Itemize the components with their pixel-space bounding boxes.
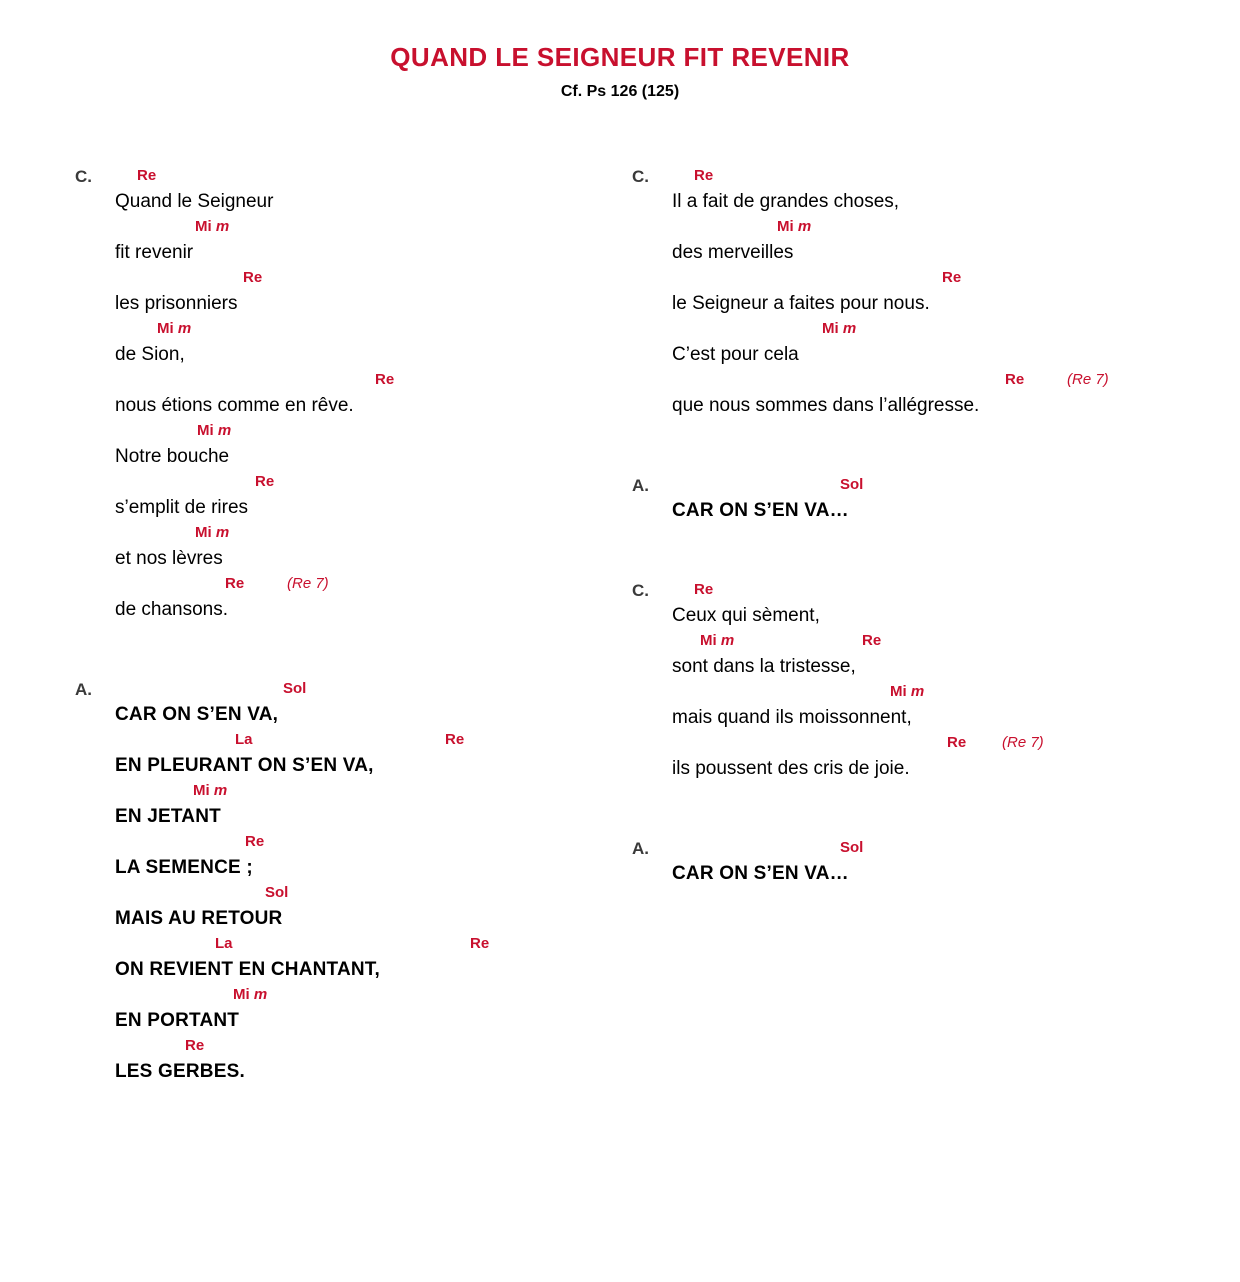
chord-label: Re xyxy=(375,371,395,388)
chord-row xyxy=(115,884,595,905)
block-spacer xyxy=(632,914,1152,944)
chord-label xyxy=(233,986,267,1003)
block-marker: C. xyxy=(632,581,649,600)
lyric-text: les prisonniers xyxy=(115,293,238,314)
chord-row xyxy=(115,422,595,443)
chord-label xyxy=(890,683,924,700)
lyric-line xyxy=(115,320,595,369)
chord-label xyxy=(157,320,191,337)
chord-label: Re xyxy=(185,1037,205,1054)
chord-label: Re xyxy=(243,269,263,286)
chord-row xyxy=(672,320,1152,341)
chord-row xyxy=(115,731,595,752)
block-marker: C. xyxy=(75,167,92,186)
chord-row xyxy=(672,632,1152,653)
chord-row xyxy=(115,371,595,392)
block-spacer xyxy=(632,446,1152,476)
lyric-text: EN PLEURANT ON S’EN VA, xyxy=(115,755,374,776)
lyric-text: CAR ON S’EN VA… xyxy=(672,863,849,884)
chord-label: Re xyxy=(225,575,245,592)
chord-label: Re xyxy=(245,833,265,850)
lyric-text: s’emplit de rires xyxy=(115,497,249,518)
chord-row xyxy=(115,320,595,341)
lyric-line xyxy=(115,269,595,318)
lyric-line xyxy=(115,473,595,522)
lyric-text: MAIS AU RETOUR xyxy=(115,908,283,929)
chord-label xyxy=(195,218,229,235)
verse-block xyxy=(632,581,1152,783)
lyric-text: des merveilles xyxy=(672,242,794,263)
lyric-line xyxy=(672,632,1152,681)
chord-label xyxy=(700,632,734,649)
chord-row xyxy=(672,581,1152,602)
block-marker: C. xyxy=(632,167,649,186)
chord-row xyxy=(115,269,595,290)
chord-label: Re xyxy=(137,167,157,184)
chord-row xyxy=(115,986,595,1007)
lyric-line xyxy=(672,269,1152,318)
verse-block xyxy=(632,167,1152,420)
chord-label xyxy=(777,218,811,235)
chord-root: Mi xyxy=(197,422,214,439)
lyric-text: CAR ON S’EN VA, xyxy=(115,704,279,725)
lyric-line xyxy=(115,524,595,573)
chord-label: Sol xyxy=(265,884,289,901)
left-column xyxy=(75,167,595,1112)
chord-row xyxy=(115,218,595,239)
chord-label: Re xyxy=(255,473,275,490)
block-body xyxy=(672,839,1152,888)
lyric-text: sont dans la tristesse, xyxy=(672,656,856,677)
lyric-line xyxy=(115,167,595,216)
lyric-text: et nos lèvres xyxy=(115,548,223,569)
block-body xyxy=(115,680,595,1086)
chord-label: La xyxy=(215,935,233,952)
chord-quality: m xyxy=(720,632,735,649)
chord-row xyxy=(672,218,1152,239)
chord-quality: m xyxy=(215,218,230,235)
refrain-block xyxy=(632,839,1152,888)
lyric-line xyxy=(115,833,595,882)
lyric-line xyxy=(672,683,1152,732)
lyric-text: que nous sommes dans l’allégresse. xyxy=(672,395,980,416)
chord-root: Mi xyxy=(233,986,250,1003)
verse-block xyxy=(75,167,595,624)
page-title: QUAND LE SEIGNEUR FIT REVENIR xyxy=(390,42,850,72)
lyric-text: LES GERBES. xyxy=(115,1061,245,1082)
lyric-line xyxy=(115,884,595,933)
chord-row xyxy=(672,167,1152,188)
chord-label: Re xyxy=(470,935,490,952)
chord-root: Mi xyxy=(193,782,210,799)
refrain-block xyxy=(75,680,595,1086)
chord-quality: m xyxy=(910,683,925,700)
chord-label: Sol xyxy=(840,476,864,493)
chord-label xyxy=(195,524,229,541)
chord-label: Re xyxy=(1005,371,1025,388)
lyric-line xyxy=(115,935,595,984)
chord-quality: m xyxy=(217,422,232,439)
chord-root: Mi xyxy=(157,320,174,337)
block-body xyxy=(672,581,1152,783)
lyric-line xyxy=(672,476,1152,525)
lyric-line xyxy=(115,218,595,267)
lyric-line xyxy=(115,680,595,729)
lyric-text: LA SEMENCE ; xyxy=(115,857,253,878)
chord-label: Sol xyxy=(283,680,307,697)
lyric-text: Notre bouche xyxy=(115,446,230,467)
lyric-line xyxy=(115,371,595,420)
chord-label: Re xyxy=(862,632,882,649)
refrain-block xyxy=(632,476,1152,525)
chord-label xyxy=(193,782,227,799)
chord-root: Mi xyxy=(777,218,794,235)
chord-row xyxy=(672,839,1152,860)
chord-quality: m xyxy=(253,986,268,1003)
lyric-text: de chansons. xyxy=(115,599,229,620)
chord-label xyxy=(197,422,231,439)
chord-row xyxy=(115,782,595,803)
lyric-line xyxy=(115,575,595,624)
chord-row xyxy=(115,935,595,956)
chord-quality: m xyxy=(842,320,857,337)
lyric-text: CAR ON S’EN VA… xyxy=(672,500,849,521)
chord-row xyxy=(115,833,595,854)
chord-quality: m xyxy=(215,524,230,541)
block-body xyxy=(115,167,595,624)
lyric-text: ils poussent des cris de joie. xyxy=(672,758,910,779)
chord-root: Mi xyxy=(195,524,212,541)
chord-label: La xyxy=(235,731,253,748)
chord-row xyxy=(672,476,1152,497)
block-body xyxy=(672,167,1152,420)
chord-row xyxy=(672,683,1152,704)
lyric-text: mais quand ils moissonnent, xyxy=(672,707,912,728)
chord-root: Mi xyxy=(890,683,907,700)
lyric-line xyxy=(672,167,1152,216)
chord-root: Mi xyxy=(700,632,717,649)
chord-label: Re xyxy=(694,167,714,184)
lyric-text: le Seigneur a faites pour nous. xyxy=(672,293,930,314)
chord-label: (Re 7) xyxy=(1002,734,1044,751)
chord-row xyxy=(115,575,595,596)
chord-row xyxy=(672,734,1152,755)
lyric-line xyxy=(672,581,1152,630)
lyric-text: ON REVIENT EN CHANTANT, xyxy=(115,959,380,980)
chord-root: Mi xyxy=(822,320,839,337)
right-column xyxy=(632,167,1152,944)
chord-row xyxy=(115,680,595,701)
chord-row xyxy=(115,524,595,545)
chord-row xyxy=(115,473,595,494)
lyric-text: nous étions comme en rêve. xyxy=(115,395,354,416)
lyric-line xyxy=(672,218,1152,267)
lyric-line xyxy=(115,986,595,1035)
lyric-text: EN JETANT xyxy=(115,806,221,827)
lyric-line xyxy=(115,1037,595,1086)
chord-label: (Re 7) xyxy=(1067,371,1109,388)
block-body xyxy=(672,476,1152,525)
lyric-line xyxy=(672,320,1152,369)
chord-label: Re xyxy=(942,269,962,286)
chord-label: Re xyxy=(947,734,967,751)
chord-label: Re xyxy=(445,731,465,748)
chord-label: Sol xyxy=(840,839,864,856)
lyric-line xyxy=(672,839,1152,888)
lyric-text: Quand le Seigneur xyxy=(115,191,274,212)
block-marker: A. xyxy=(632,476,649,495)
block-marker: A. xyxy=(632,839,649,858)
chord-row xyxy=(115,1037,595,1058)
chord-label xyxy=(822,320,856,337)
chord-quality: m xyxy=(797,218,812,235)
block-spacer xyxy=(632,809,1152,839)
chord-quality: m xyxy=(213,782,228,799)
lyric-text: C’est pour cela xyxy=(672,344,799,365)
lyric-line xyxy=(115,782,595,831)
song-sheet-page xyxy=(0,42,1240,1282)
lyric-text: fit revenir xyxy=(115,242,194,263)
chord-root: Mi xyxy=(195,218,212,235)
block-marker: A. xyxy=(75,680,92,699)
chord-label: Re xyxy=(694,581,714,598)
page-subtitle: Cf. Ps 126 (125) xyxy=(560,83,680,100)
lyric-text: Il a fait de grandes choses, xyxy=(672,191,900,212)
block-spacer xyxy=(75,650,595,680)
lyric-text: de Sion, xyxy=(115,344,185,365)
lyric-line xyxy=(115,731,595,780)
chord-label: (Re 7) xyxy=(287,575,329,592)
lyric-line xyxy=(672,371,1152,420)
chord-quality: m xyxy=(177,320,192,337)
lyric-line xyxy=(115,422,595,471)
lyric-line xyxy=(672,734,1152,783)
lyric-text: EN PORTANT xyxy=(115,1010,240,1031)
chord-row xyxy=(115,167,595,188)
block-spacer xyxy=(632,551,1152,581)
chord-row xyxy=(672,269,1152,290)
chord-row xyxy=(672,371,1152,392)
lyric-text: Ceux qui sèment, xyxy=(672,605,820,626)
